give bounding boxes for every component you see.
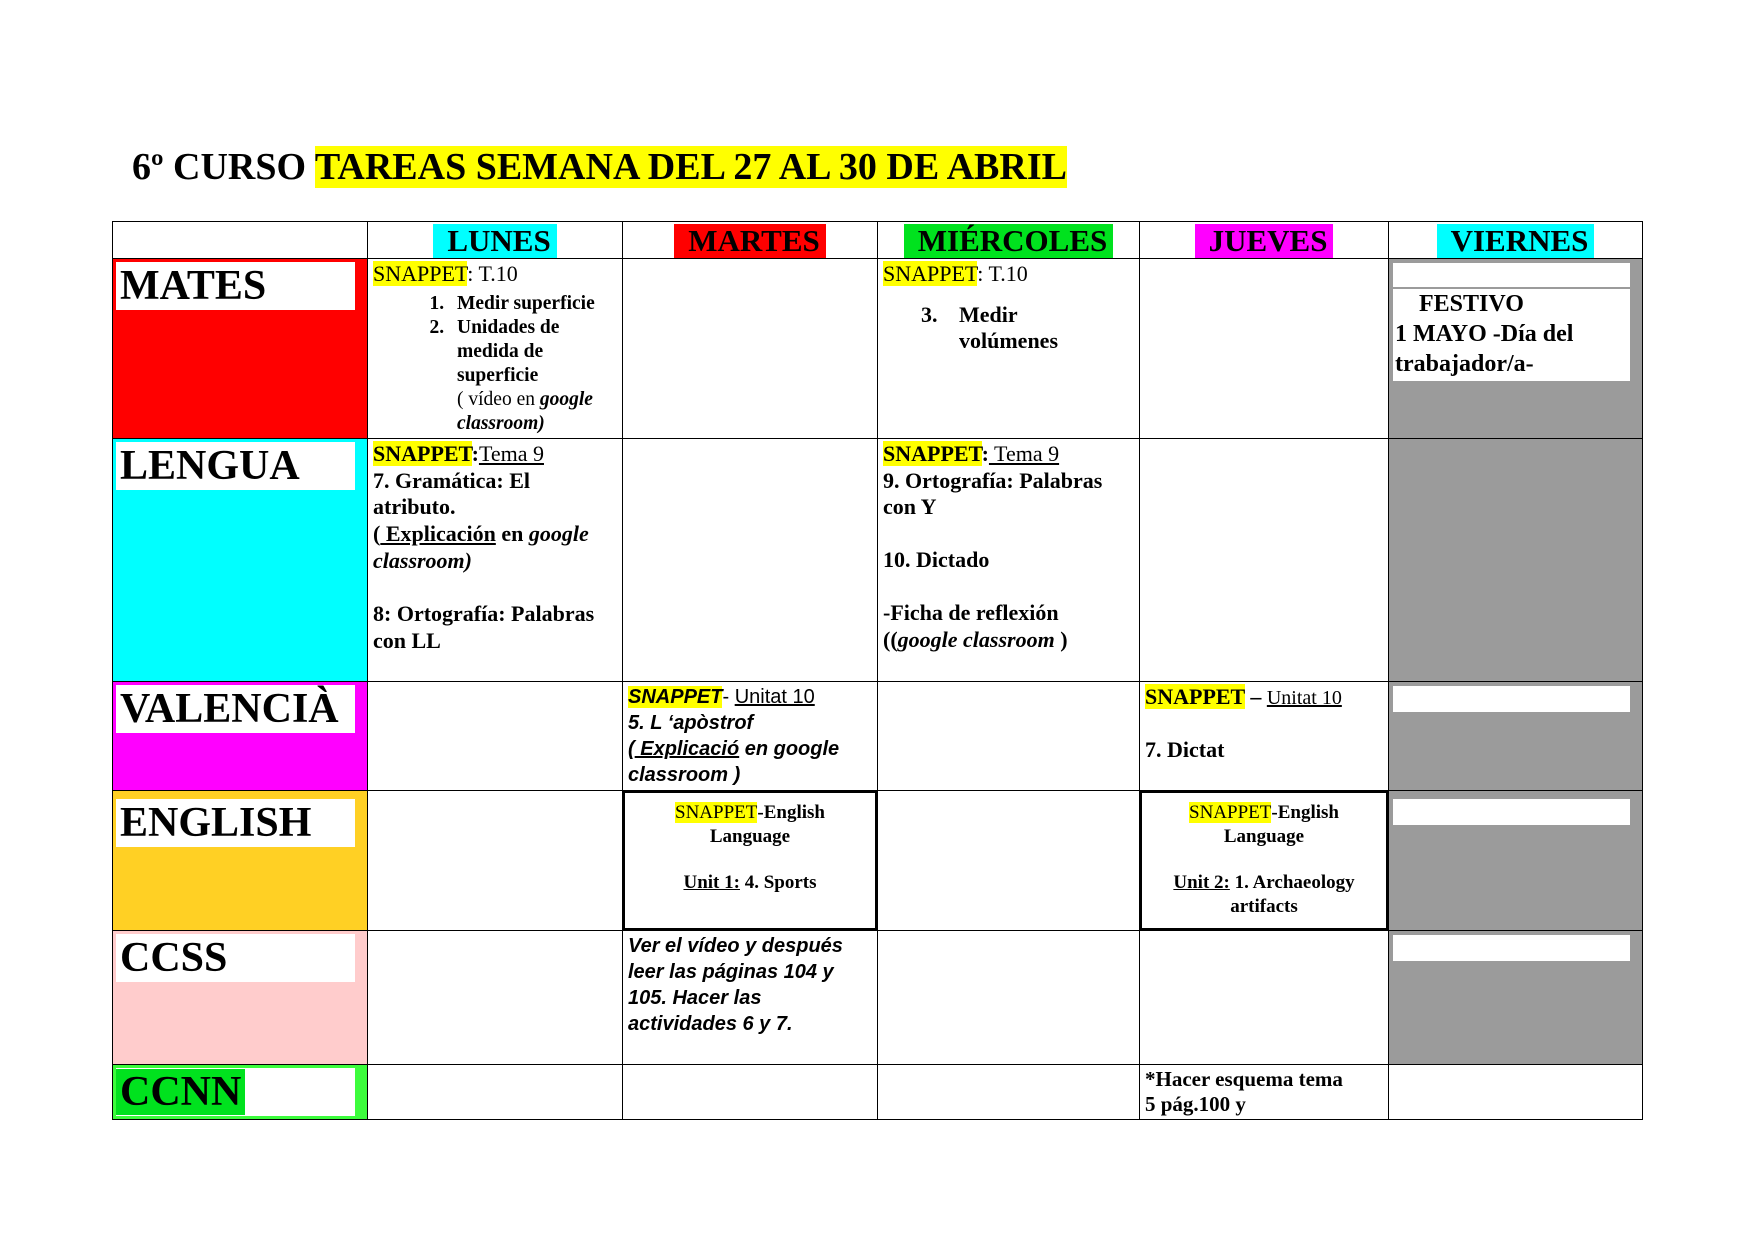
note-prefix: ( vídeo en <box>457 388 540 410</box>
course-label: -English Language <box>709 801 825 847</box>
unit-topic: 4. Sports <box>739 871 817 893</box>
cell-valencia-miercoles <box>878 681 1140 790</box>
festivo-line1: 1 MAYO -Día del <box>1395 321 1574 347</box>
cell-lengua-lunes <box>368 438 623 681</box>
festivo-label: FESTIVO <box>1419 291 1524 317</box>
task-item <box>883 302 1134 355</box>
day-label-miercoles: MIÉRCOLES <box>904 224 1113 258</box>
explanation-line <box>628 736 872 788</box>
colon: : <box>981 440 989 466</box>
day-label-lunes: LUNES <box>433 224 556 258</box>
explanation-italic: google classroom) <box>373 521 589 574</box>
task-number: 3. <box>921 301 938 327</box>
row-ccss <box>113 930 1643 1064</box>
header-row <box>113 222 1643 259</box>
snappet-tag: SNAPPET <box>675 801 758 823</box>
title-highlight: TAREAS SEMANA DEL 27 AL 30 DE ABRIL <box>314 146 1067 188</box>
row-mates <box>113 259 1643 439</box>
explanation-link: Explicació <box>634 737 740 760</box>
subject-label-ccnn: CCNN <box>116 1069 245 1115</box>
cell-ccnn-miercoles <box>878 1064 1140 1119</box>
blank-bar <box>1393 935 1630 961</box>
header-miercoles <box>878 222 1140 259</box>
paren: ( <box>628 737 635 760</box>
subject-label-mates: MATES <box>116 262 355 310</box>
explanation-rest: en google classroom ) <box>628 737 840 786</box>
subject-cell-english <box>113 790 368 930</box>
row-valencia <box>113 681 1643 790</box>
task-line: *Hacer esquema tema <box>1145 1066 1343 1091</box>
cell-ccss-martes <box>623 930 878 1064</box>
row-ccnn <box>113 1064 1643 1119</box>
festivo-line2: trabajador/a- <box>1395 351 1534 377</box>
course-label: -English Language <box>1223 801 1339 847</box>
cell-valencia-lunes <box>368 681 623 790</box>
subject-label-ccss: CCSS <box>116 934 355 982</box>
subject-cell-lengua <box>113 438 368 681</box>
explanation-link: Explicación <box>380 521 496 547</box>
unit-topic: 1. Archaeology artifacts <box>1229 871 1355 918</box>
subject-cell-valencia <box>113 681 368 790</box>
header-viernes <box>1389 222 1643 259</box>
header-lunes <box>368 222 623 259</box>
task-line: 7. Dictat <box>1145 736 1225 762</box>
blank-bar <box>1393 799 1630 825</box>
row-english <box>113 790 1643 930</box>
cell-valencia-jueves <box>1140 681 1389 790</box>
unit-label: Unit 2: <box>1173 871 1230 893</box>
cell-ccnn-jueves <box>1140 1064 1389 1119</box>
page-title <box>132 146 1067 190</box>
topic-link: Unitat 10 <box>734 685 815 708</box>
topic-link: Tema 9 <box>988 440 1060 466</box>
schedule-table <box>112 221 1643 1120</box>
topic-link: Unitat 10 <box>1266 686 1342 709</box>
cell-mates-viernes <box>1389 259 1643 439</box>
day-label-jueves: JUEVES <box>1195 224 1334 258</box>
subject-label-valencia: VALENCIÀ <box>116 685 355 733</box>
explanation-line <box>373 521 617 575</box>
topic-link: Tema 9 <box>478 440 544 466</box>
snappet-tag: SNAPPET <box>883 440 982 466</box>
paren: (( <box>883 626 898 652</box>
blank-bar <box>1393 263 1630 287</box>
unit-label: Unit 1: <box>683 871 740 893</box>
cell-mates-jueves <box>1140 259 1389 439</box>
day-label-viernes: VIERNES <box>1437 224 1595 258</box>
cell-english-miercoles <box>878 790 1140 930</box>
row-lengua <box>113 438 1643 681</box>
cell-english-lunes <box>368 790 623 930</box>
cell-lengua-miercoles <box>878 438 1140 681</box>
cell-ccss-miercoles <box>878 930 1140 1064</box>
cell-mates-miercoles <box>878 259 1140 439</box>
blank-bar <box>1393 686 1630 712</box>
cell-ccss-lunes <box>368 930 623 1064</box>
cell-english-jueves <box>1140 790 1389 930</box>
topic-text: : T.10 <box>467 261 518 286</box>
cell-ccnn-martes <box>623 1064 878 1119</box>
dash: – <box>1244 683 1267 709</box>
cell-ccss-jueves <box>1140 930 1389 1064</box>
list-item: 1. Medir superficie <box>449 292 617 316</box>
snappet-tag: SNAPPET <box>373 261 468 286</box>
cell-lengua-martes <box>623 438 878 681</box>
colon: : <box>471 440 479 466</box>
header-jueves <box>1140 222 1389 259</box>
task-line: 8: Ortografía: Palabras con LL <box>373 600 595 653</box>
snappet-tag: SNAPPET <box>883 261 978 286</box>
snappet-tag: SNAPPET <box>1189 801 1272 823</box>
cell-english-martes <box>623 790 878 930</box>
cell-valencia-viernes <box>1389 681 1643 790</box>
snappet-tag: SNAPPET <box>1145 683 1245 709</box>
subject-cell-mates <box>113 259 368 439</box>
subject-cell-ccnn <box>113 1064 368 1119</box>
task-line: 5. L ‘apòstrof <box>628 711 754 734</box>
paren: ) <box>1054 626 1068 652</box>
day-label-martes: MARTES <box>674 224 826 258</box>
task-text: Medir volúmenes <box>959 301 1058 354</box>
note-italic: google classroom) <box>457 388 593 434</box>
cell-ccnn-viernes <box>1389 1064 1643 1119</box>
corner-cell <box>113 222 368 259</box>
cell-mates-martes <box>623 259 878 439</box>
snappet-tag: SNAPPET <box>373 440 472 466</box>
cell-mates-lunes <box>368 259 623 439</box>
cell-ccnn-lunes <box>368 1064 623 1119</box>
subject-cell-ccss <box>113 930 368 1064</box>
title-prefix: 6º CURSO <box>132 146 315 188</box>
list-item <box>449 316 617 436</box>
header-martes <box>623 222 878 259</box>
task-list <box>373 292 617 436</box>
cell-english-viernes <box>1389 790 1643 930</box>
cell-ccss-viernes <box>1389 930 1643 1064</box>
task-text: Ver el vídeo y después leer las páginas 104 y 105. Hacer las actividades 6 y 7. <box>628 934 843 1035</box>
task-line: 5 pág.100 y <box>1145 1091 1246 1116</box>
task-line: 10. Dictado <box>883 547 990 573</box>
paren: ( <box>373 521 381 547</box>
snappet-tag: SNAPPET <box>628 685 723 708</box>
topic-text: : T.10 <box>977 261 1028 286</box>
subject-label-lengua: LENGUA <box>116 442 355 490</box>
classroom-italic: google classroom <box>897 626 1055 652</box>
dash: - <box>722 685 735 708</box>
cell-lengua-jueves <box>1140 438 1389 681</box>
list-item-text: Unidades de medida de superficie <box>457 316 560 386</box>
task-line: 9. Ortografía: Palabras con Y <box>883 467 1103 520</box>
cell-valencia-martes <box>623 681 878 790</box>
cell-lengua-viernes <box>1389 438 1643 681</box>
task-line: 7. Gramática: El atributo. <box>373 467 531 520</box>
task-line: -Ficha de reflexión <box>883 600 1059 626</box>
subject-label-english: ENGLISH <box>116 799 355 847</box>
festivo-note <box>1393 289 1630 381</box>
classroom-line <box>883 627 1134 654</box>
explanation-mid: en <box>495 521 529 547</box>
subject-box-ccnn <box>116 1068 355 1116</box>
